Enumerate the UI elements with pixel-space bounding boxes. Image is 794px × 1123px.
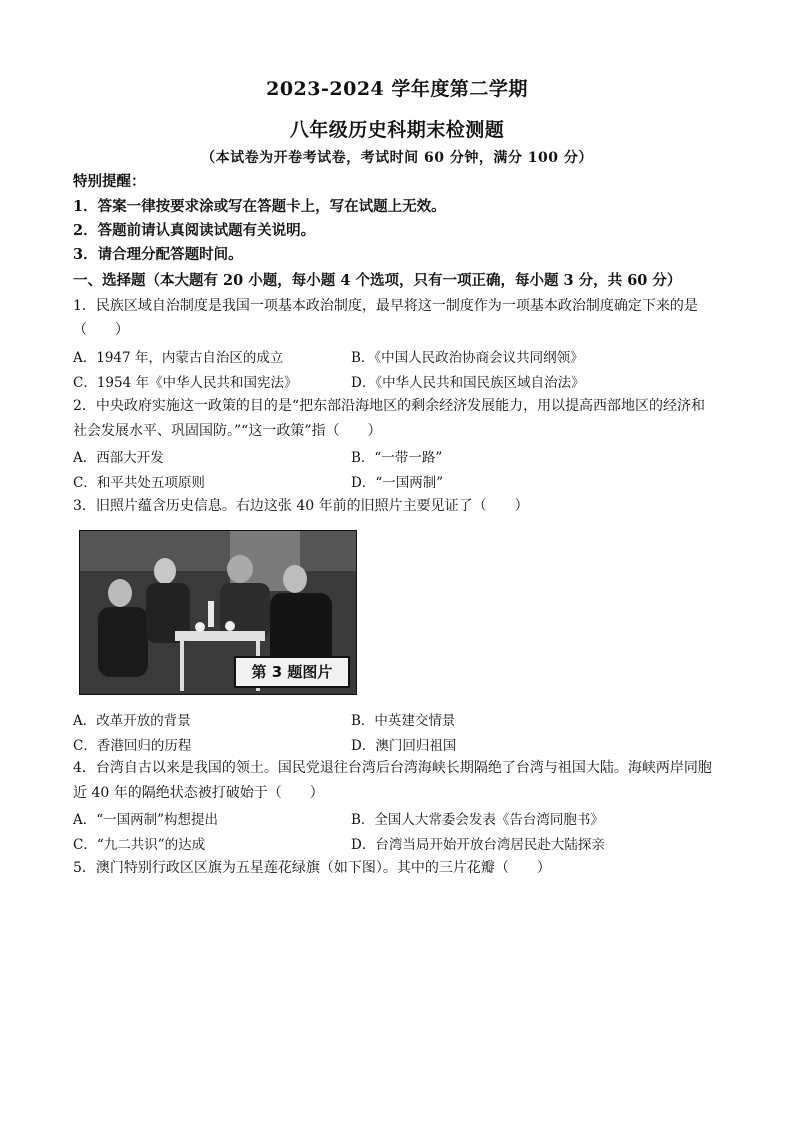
question-4-stem-cont: 近 40 年的隔绝状态被打破始于（ ） bbox=[73, 785, 324, 801]
section-heading: 一、选择题（本大题有 20 小题，每小题 4 个选项，只有一项正确，每小题 3 分，共 60 分） bbox=[73, 272, 682, 289]
question-2-option-a: A．西部大开发 bbox=[73, 450, 164, 466]
question-1-option-a: A．1947 年，内蒙古自治区的成立 bbox=[73, 350, 284, 366]
question-4-option-d: D．台湾当局开始开放台湾居民赴大陆探亲 bbox=[351, 837, 605, 853]
question-2-option-c: C．和平共处五项原则 bbox=[73, 475, 205, 491]
question-2-option-d: D．“一国两制” bbox=[351, 475, 444, 491]
question-1-option-c: C．1954 年《中华人民共和国宪法》 bbox=[73, 375, 298, 391]
question-3-option-d: D．澳门回归祖国 bbox=[351, 738, 457, 754]
question-4-stem: 4．台湾自古以来是我国的领土。国民党退往台湾后台湾海峡长期隔绝了台湾与祖国大陆。海峡两岸同胞 bbox=[73, 760, 712, 776]
question-4-option-c: C．“九二共识”的达成 bbox=[73, 837, 206, 853]
question-3-option-a: A．改革开放的背景 bbox=[73, 713, 191, 729]
question-2-stem: 2．中央政府实施这一政策的目的是“把东部沿海地区的剩余经济发展能力，用以提高西部地区的经济和 bbox=[73, 398, 706, 414]
question-3-option-c: C．香港回归的历程 bbox=[73, 738, 192, 754]
reminder-item: 1．答案一律按要求涂或写在答题卡上，写在试题上无效。 bbox=[73, 198, 446, 215]
question-1-blank: （ ） bbox=[73, 322, 129, 338]
question-1-option-d: D．《中华人民共和国民族区域自治法》 bbox=[351, 375, 585, 391]
question-4-option-b: B．全国人大常委会发表《告台湾同胞书》 bbox=[351, 812, 604, 828]
reminder-heading: 特别提醒： bbox=[73, 173, 146, 190]
photo-caption: 第 3 题图片 bbox=[234, 656, 350, 688]
question-2-option-b: B．“一带一路” bbox=[351, 450, 443, 466]
reminder-item: 3．请合理分配答题时间。 bbox=[73, 246, 243, 263]
question-1-stem: 1．民族区域自治制度是我国一项基本政治制度，最早将这一制度作为一项基本政治制度确定下来的是 bbox=[73, 298, 698, 314]
question-4-option-a: A．“一国两制”构想提出 bbox=[73, 812, 219, 828]
exam-note: （本试卷为开卷考试卷，考试时间 60 分钟，满分 100 分） bbox=[201, 150, 593, 166]
exam-subtitle: 八年级历史科期末检测题 bbox=[289, 119, 505, 141]
reminder-item: 2．答题前请认真阅读试题有关说明。 bbox=[73, 222, 316, 239]
question-3-option-b: B．中英建交情景 bbox=[351, 713, 456, 729]
question-3-stem: 3．旧照片蕴含历史信息。右边这张 40 年前的旧照片主要见证了（ ） bbox=[73, 498, 529, 514]
question-2-stem-cont: 社会发展水平、巩固国防。”“这一政策”指（ ） bbox=[73, 423, 382, 439]
question-3-photo bbox=[79, 530, 357, 695]
question-1-option-b: B．《中国人民政治协商会议共同纲领》 bbox=[351, 350, 584, 366]
question-5-stem: 5．澳门特别行政区区旗为五星莲花绿旗（如下图）。其中的三片花瓣（ ） bbox=[73, 860, 551, 876]
exam-title: 2023-2024 学年度第二学期 bbox=[266, 78, 528, 100]
